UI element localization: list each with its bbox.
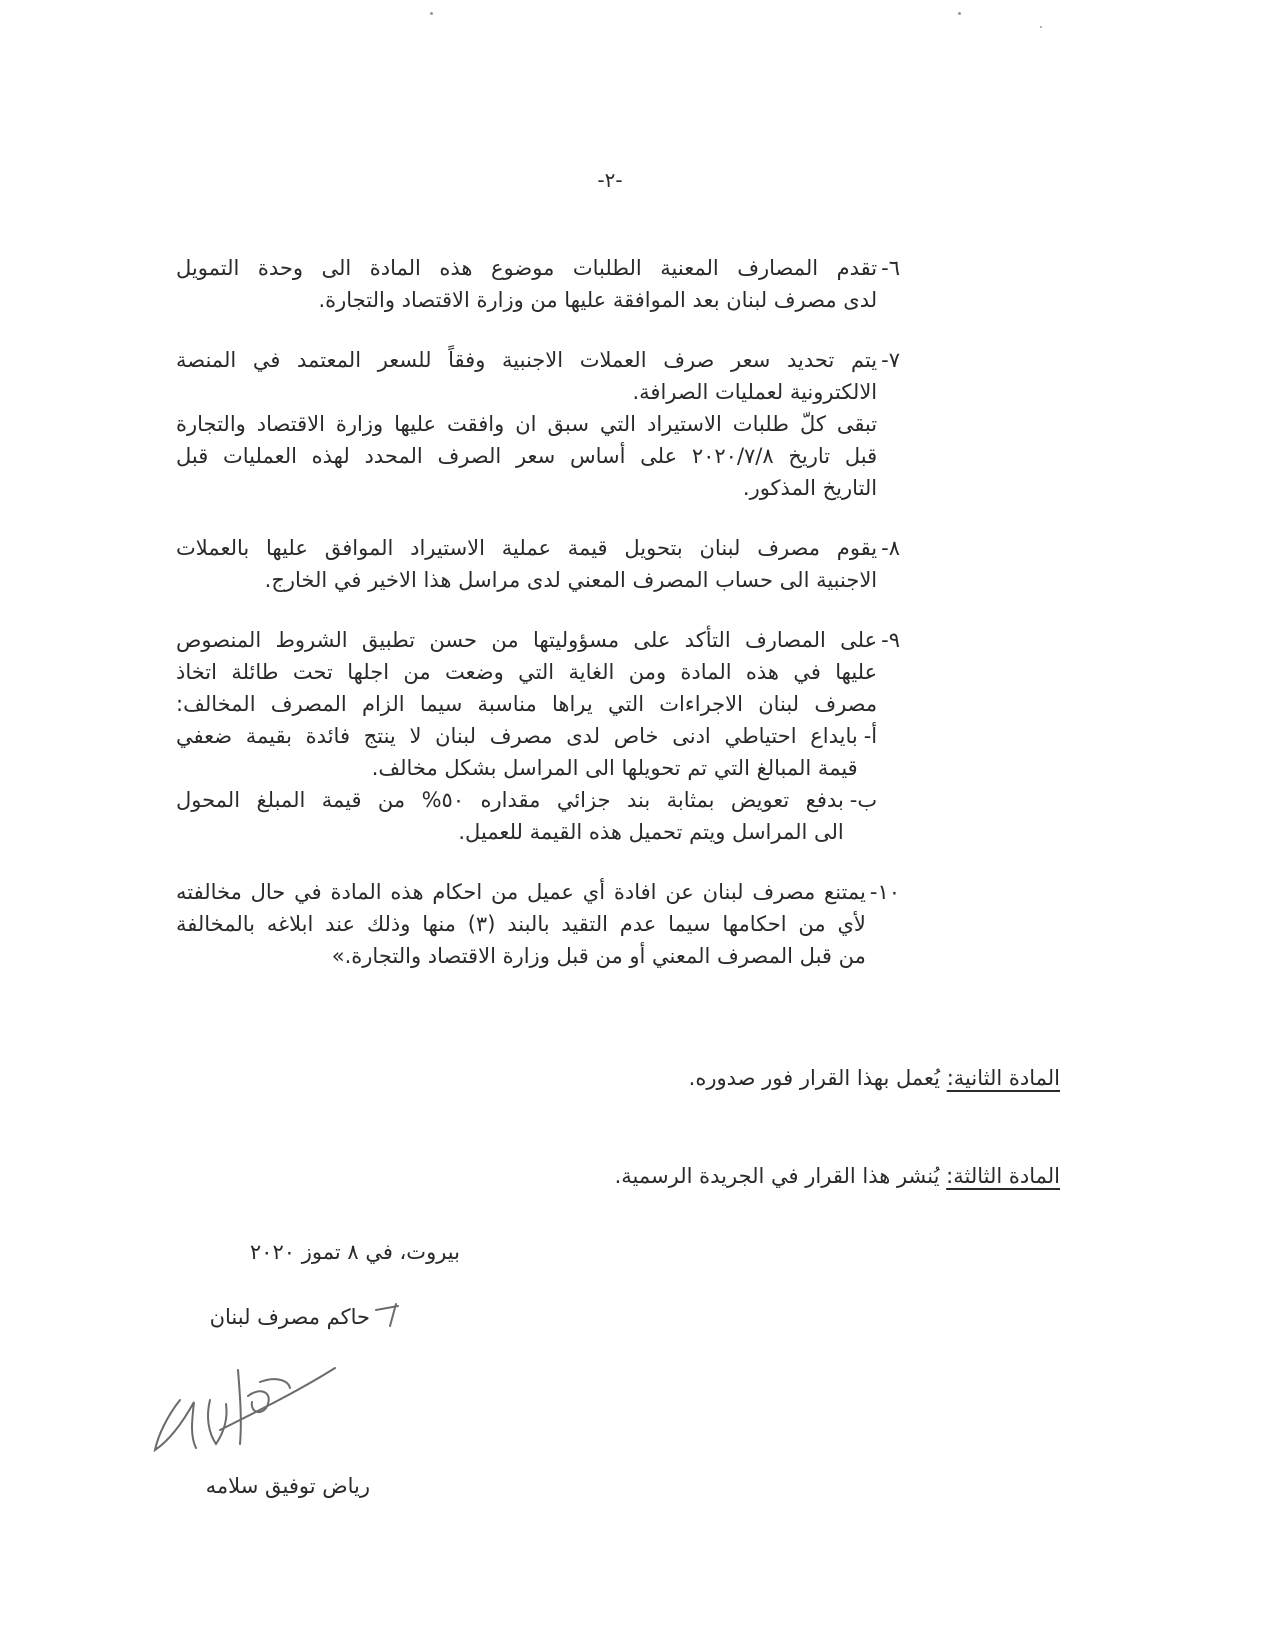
item-line: الاجنبية الى حساب المصرف المعني لدى مراسل هذا الاخير في الخارج.: [264, 568, 878, 592]
article-two-label: المادة الثانية:: [946, 1066, 1060, 1090]
subitem-line: الى المراسل ويتم تحميل هذه القيمة للعميل.: [458, 820, 844, 844]
item-9: [176, 624, 900, 848]
article-three-label: المادة الثالثة:: [946, 1164, 1060, 1188]
item-line: التاريخ المذكور.: [742, 476, 878, 500]
scan-speck: [1040, 26, 1042, 28]
governor-name: رياض توفيق سلامه: [205, 1474, 370, 1498]
item-line: الالكترونية لعمليات الصرافة.: [632, 380, 878, 404]
item-line: على المصارف التأكد على مسؤوليتها من حسن تطبيق الشروط المنصوص: [176, 628, 878, 652]
item-line: تبقى كلّ طلبات الاستيراد التي سبق ان وافقت عليها وزارة الاقتصاد والتجارة: [176, 412, 878, 436]
subitem-b: [176, 784, 877, 848]
item-number: ١٠-: [869, 880, 900, 904]
article-two: [560, 1062, 1060, 1094]
item-number: ٨-: [881, 536, 900, 560]
place-and-date: بيروت، في ٨ تموز ٢٠٢٠: [249, 1240, 460, 1264]
item-line: قبل تاريخ ٢٠٢٠/٧/٨ على أساس سعر الصرف المحدد لهذه العمليات قبل: [176, 444, 878, 468]
item-line: يمتنع مصرف لبنان عن افادة أي عميل من احكام هذه المادة في حال مخالفته: [176, 880, 866, 904]
item-number: ٩-: [881, 628, 900, 652]
item-number: ٧-: [881, 348, 900, 372]
item-7: [176, 344, 900, 504]
handwritten-signature: [150, 1340, 360, 1470]
item-line: لأي من احكامها سيما عدم التقيد بالبند (٣) منها وذلك عند ابلاغه بالمخالفة: [176, 912, 866, 936]
subitem-line: بدفع تعويض بمثابة بند جزائي مقداره ٥٠% من قيمة المبلغ المحول: [176, 788, 844, 812]
scan-speck: [430, 12, 433, 15]
item-line: عليها في هذه المادة ومن الغاية التي وضعت من اجلها تحت طائلة اتخاذ: [176, 660, 878, 684]
item-line: مصرف لبنان الاجراءات التي يراها مناسبة سيما الزام المصرف المخالف:: [176, 692, 878, 716]
article-three-text: يُنشر هذا القرار في الجريدة الرسمية.: [614, 1164, 940, 1188]
subitem-line: بايداع احتياطي ادنى خاص لدى مصرف لبنان لا ينتج فائدة بقيمة ضعفي: [176, 724, 858, 748]
subitem-label: ب-: [849, 788, 878, 812]
subitem-a: [176, 720, 877, 784]
item-line: يقوم مصرف لبنان بتحويل قيمة عملية الاستيراد الموافق عليها بالعملات: [176, 536, 878, 560]
initial-mark-icon: [372, 1300, 408, 1330]
scan-speck: [958, 12, 961, 15]
item-number: ٦-: [881, 256, 900, 280]
page-number: -٢-: [597, 168, 623, 192]
subitem-label: أ-: [863, 724, 878, 748]
governor-title: حاكم مصرف لبنان: [209, 1305, 370, 1329]
item-line: من قبل المصرف المعني أو من قبل وزارة الاقتصاد والتجارة.»: [331, 944, 866, 968]
item-line: يتم تحديد سعر صرف العملات الاجنبية وفقاً للسعر المعتمد في المنصة: [176, 348, 878, 372]
item-line: لدى مصرف لبنان بعد الموافقة عليها من وزارة الاقتصاد والتجارة.: [318, 288, 878, 312]
item-8: [176, 532, 900, 596]
article-two-text: يُعمل بهذا القرار فور صدوره.: [688, 1066, 941, 1090]
decision-items: [176, 252, 900, 1000]
article-three: [560, 1160, 1060, 1192]
item-6: [176, 252, 900, 316]
item-line: تقدم المصارف المعنية الطلبات موضوع هذه المادة الى وحدة التمويل: [176, 256, 878, 280]
subitem-line: قيمة المبالغ التي تم تحويلها الى المراسل بشكل مخالف.: [371, 756, 858, 780]
item-10: [176, 876, 900, 972]
